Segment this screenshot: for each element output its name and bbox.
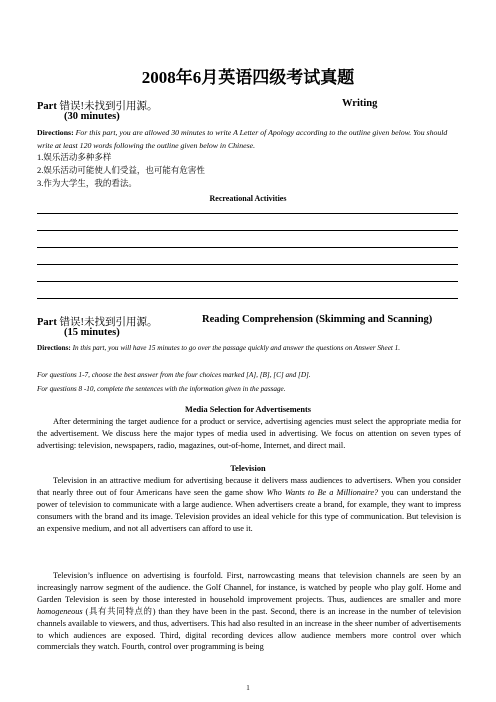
part2-directions-text: In this part, you will have 15 minutes to go over the passage quickly and answer the questions on Answer Sheet 1. bbox=[72, 344, 401, 352]
part1-section-title: Writing bbox=[342, 98, 378, 109]
show-title: Who Wants to Be a Millionaire? bbox=[266, 487, 379, 497]
paragraph-3-text-a: Television’s influence on advertising is fourfold. First, narrowcasting means that television channels are seen by an increasingly narrow segment of the audience. the Golf Channel, for instance, is watched by people who play golf. Home and Garden Television is seen by those interested in household improvement projects. Thus, audiences are smaller and more bbox=[37, 571, 461, 604]
writing-line bbox=[37, 213, 458, 214]
part2-directions bbox=[37, 342, 461, 356]
writing-line bbox=[37, 298, 458, 299]
part1-minutes: (30 minutes) bbox=[64, 111, 120, 122]
document-title: 2008年6月英语四级考试真题 bbox=[141, 68, 355, 87]
writing-line bbox=[37, 247, 458, 248]
part1-directions-text: For this part, you are allowed 30 minutes to write A Letter of Apology according to the outline given below. You should write at least 120 words following the outline given below in Chinese. bbox=[37, 128, 448, 150]
part1-part-word: Part bbox=[37, 101, 57, 112]
passage-subtitle: Television bbox=[230, 464, 266, 473]
outline-item-2: 2.娱乐活动可能使人们受益，也可能有危害性 bbox=[37, 165, 205, 175]
paragraph-2-text-b: you can understand the power of television to communicate with a large audience. When advertisers create a brand, for example, they want to impress consumers with the brand and its image. Television provides an ideal vehicle for this type of communication. But television is an expensive medium, and not all advertisers can afford to use it. bbox=[37, 487, 461, 533]
part2-directions-line2: For questions 1-7, choose the best answer from the four choices marked [A], [B], [C] and [D]. bbox=[37, 371, 311, 379]
passage-title: Media Selection for Advertisements bbox=[185, 405, 311, 414]
passage-paragraph-1: After determining the target audience for a product or service, advertising agencies must select the appropriate media for the advertisement. We discuss here the major types of media used in advertising. We focus on attention on seven types of advertising: television, newspapers, radio, magazines, out-of-home, Internet, and direct mail. bbox=[37, 417, 461, 450]
outline-item-3: 3.作为大学生，我的看法。 bbox=[37, 178, 137, 188]
part2-section-title: Reading Comprehension (Skimming and Scanning) bbox=[202, 314, 433, 325]
page-number: 1 bbox=[246, 684, 250, 692]
essay-title: Recreational Activities bbox=[209, 194, 287, 203]
part1-error-text: 错误!未找到引用源。 bbox=[59, 101, 158, 112]
outline-item-1: 1.娱乐活动多种多样 bbox=[37, 152, 112, 162]
writing-line bbox=[37, 281, 458, 282]
homogeneous-word: homogeneous bbox=[37, 606, 83, 616]
passage-paragraph-2 bbox=[37, 475, 461, 535]
part2-directions-label: Directions: bbox=[37, 344, 71, 352]
part2-part-word: Part bbox=[37, 317, 57, 328]
paragraph-3-text-b: than they have been in the past. Second, there is an increase in the number of television channels available to viewers, and thus, advertisers. This had also resulted in an increase in the sheer number of advertisements to which audiences are exposed. Third, digital recording devices allow audience members more control over which commercials they watch. Fourth, control over programming is being bbox=[37, 606, 461, 652]
part2-minutes: (15 minutes) bbox=[64, 327, 120, 338]
writing-line bbox=[37, 230, 458, 231]
part2-directions-line3: For questions 8 -10, complete the sentences with the information given in the passage. bbox=[37, 385, 286, 393]
paragraph-2-text-a: Television in an attractive medium for advertising because it delivers mass audiences to advertisers. When you consider that nearly three out of four Americans have seen the game show bbox=[37, 476, 461, 497]
part1-directions-label: Directions: bbox=[37, 128, 74, 137]
part1-directions bbox=[37, 126, 461, 152]
homogeneous-gloss: (具有共同特点的) bbox=[82, 606, 156, 616]
writing-line bbox=[37, 264, 458, 265]
passage-paragraph-3 bbox=[37, 570, 461, 653]
part2-error-text: 错误!未找到引用源。 bbox=[59, 317, 158, 328]
